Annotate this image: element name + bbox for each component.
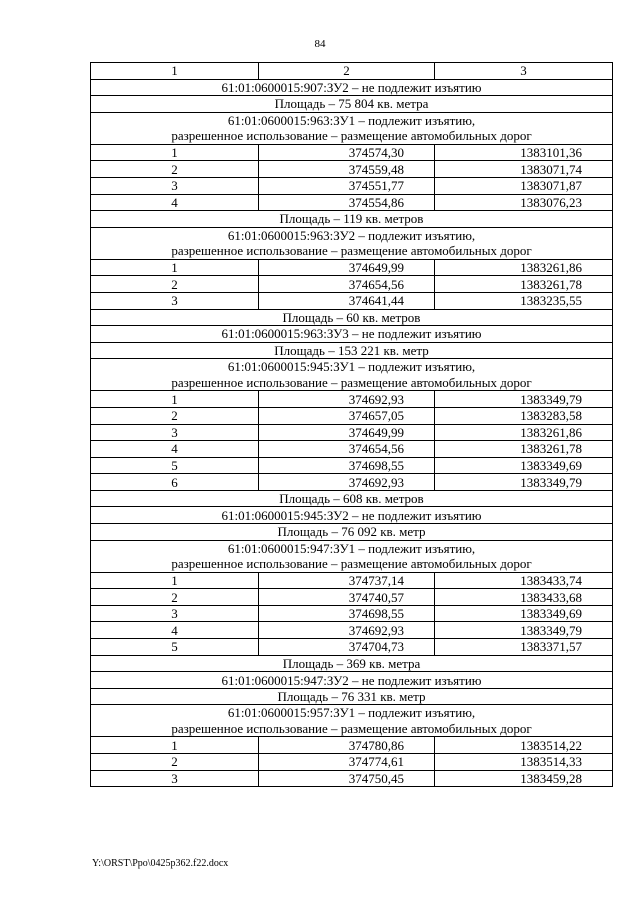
section-cell	[91, 211, 613, 228]
section-cell	[91, 79, 613, 96]
section-cell	[91, 705, 613, 737]
y-coordinate-cell: 1383261,78	[435, 441, 613, 458]
table-body	[91, 79, 613, 787]
section-text-line: 61:01:0600015:945:ЗУ1 – подлежит изъятию,	[227, 359, 476, 375]
section-text-line: 61:01:0600015:945:ЗУ2 – не подлежит изъятию	[221, 507, 482, 523]
section-text-line: Площадь – 369 кв. метра	[282, 655, 421, 671]
x-coordinate-cell: 374774,61	[259, 754, 435, 771]
section-cell	[91, 342, 613, 359]
header-row	[91, 63, 613, 80]
section-row	[91, 672, 613, 689]
point-row	[91, 194, 613, 211]
y-coordinate-cell: 1383235,55	[435, 292, 613, 309]
section-cell	[91, 507, 613, 524]
point-number-cell: 4	[91, 622, 259, 639]
point-number-cell: 2	[91, 161, 259, 178]
y-coordinate-cell: 1383071,74	[435, 161, 613, 178]
y-coordinate-cell: 1383076,23	[435, 194, 613, 211]
section-row	[91, 79, 613, 96]
y-coordinate-cell: 1383349,79	[435, 622, 613, 639]
section-text-line: Площадь – 60 кв. метров	[282, 309, 421, 325]
section-text-line: разрешенное использование – размещение автомобильных дорог	[171, 556, 532, 572]
y-coordinate-cell: 1383349,69	[435, 457, 613, 474]
section-text-line: 61:01:0600015:957:ЗУ1 – подлежит изъятию,	[227, 705, 476, 721]
header-cell-x: 2	[259, 63, 435, 80]
x-coordinate-cell: 374641,44	[259, 292, 435, 309]
y-coordinate-cell: 1383349,79	[435, 391, 613, 408]
section-cell	[91, 227, 613, 259]
x-coordinate-cell: 374559,48	[259, 161, 435, 178]
point-number-cell: 2	[91, 754, 259, 771]
section-text-line: Площадь – 75 804 кв. метра	[274, 96, 429, 112]
section-text-line: разрешенное использование – размещение автомобильных дорог	[171, 374, 532, 390]
x-coordinate-cell: 374750,45	[259, 770, 435, 787]
section-text-line: Площадь – 153 221 кв. метр	[274, 343, 429, 359]
point-row	[91, 572, 613, 589]
section-cell	[91, 359, 613, 391]
section-text-line: Площадь – 119 кв. метров	[279, 211, 424, 227]
section-cell	[91, 326, 613, 343]
x-coordinate-cell: 374654,56	[259, 276, 435, 293]
point-row	[91, 589, 613, 606]
point-row	[91, 605, 613, 622]
x-coordinate-cell: 374649,99	[259, 424, 435, 441]
section-cell	[91, 524, 613, 541]
coordinates-table	[90, 62, 613, 787]
x-coordinate-cell: 374657,05	[259, 407, 435, 424]
x-coordinate-cell: 374692,93	[259, 622, 435, 639]
point-number-cell: 6	[91, 474, 259, 491]
point-row	[91, 161, 613, 178]
point-row	[91, 259, 613, 276]
section-cell	[91, 96, 613, 113]
section-cell	[91, 112, 613, 144]
section-row	[91, 96, 613, 113]
y-coordinate-cell: 1383261,86	[435, 424, 613, 441]
point-row	[91, 407, 613, 424]
x-coordinate-cell: 374740,57	[259, 589, 435, 606]
section-row	[91, 342, 613, 359]
y-coordinate-cell: 1383071,87	[435, 177, 613, 194]
section-cell	[91, 309, 613, 326]
section-text-line: 61:01:0600015:947:ЗУ2 – не подлежит изъятию	[221, 672, 482, 688]
point-row	[91, 177, 613, 194]
x-coordinate-cell: 374554,86	[259, 194, 435, 211]
section-row	[91, 326, 613, 343]
y-coordinate-cell: 1383371,57	[435, 639, 613, 656]
point-number-cell: 5	[91, 457, 259, 474]
section-cell	[91, 490, 613, 507]
section-text-line: разрешенное использование – размещение автомобильных дорог	[171, 720, 532, 736]
section-row	[91, 705, 613, 737]
x-coordinate-cell: 374692,93	[259, 474, 435, 491]
x-coordinate-cell: 374649,99	[259, 259, 435, 276]
section-row	[91, 688, 613, 705]
section-row	[91, 211, 613, 228]
x-coordinate-cell: 374551,77	[259, 177, 435, 194]
y-coordinate-cell: 1383261,78	[435, 276, 613, 293]
x-coordinate-cell: 374698,55	[259, 605, 435, 622]
x-coordinate-cell: 374574,30	[259, 144, 435, 161]
section-row	[91, 112, 613, 144]
point-row	[91, 754, 613, 771]
point-row	[91, 144, 613, 161]
point-number-cell: 4	[91, 441, 259, 458]
y-coordinate-cell: 1383349,69	[435, 605, 613, 622]
footer-file-path: Y:\ORST\Ppo\0425p362.f22.docx	[92, 858, 229, 869]
section-text-line: Площадь – 76 331 кв. метр	[277, 689, 426, 705]
section-text-line: 61:01:0600015:963:ЗУ2 – подлежит изъятию,	[227, 227, 476, 243]
x-coordinate-cell: 374698,55	[259, 457, 435, 474]
x-coordinate-cell: 374654,56	[259, 441, 435, 458]
point-number-cell: 3	[91, 177, 259, 194]
point-number-cell: 1	[91, 144, 259, 161]
x-coordinate-cell: 374780,86	[259, 737, 435, 754]
section-row	[91, 524, 613, 541]
section-row	[91, 359, 613, 391]
point-number-cell: 2	[91, 407, 259, 424]
section-row	[91, 309, 613, 326]
point-number-cell: 4	[91, 194, 259, 211]
section-cell	[91, 688, 613, 705]
point-row	[91, 424, 613, 441]
point-row	[91, 737, 613, 754]
y-coordinate-cell: 1383349,79	[435, 474, 613, 491]
header-cell-point-number: 1	[91, 63, 259, 80]
point-number-cell: 2	[91, 276, 259, 293]
point-row	[91, 457, 613, 474]
point-number-cell: 1	[91, 572, 259, 589]
x-coordinate-cell: 374692,93	[259, 391, 435, 408]
section-cell	[91, 672, 613, 689]
section-row	[91, 540, 613, 572]
point-number-cell: 3	[91, 770, 259, 787]
section-text-line: Площадь – 608 кв. метров	[279, 491, 424, 507]
point-row	[91, 474, 613, 491]
y-coordinate-cell: 1383514,33	[435, 754, 613, 771]
section-text-line: 61:01:0600015:947:ЗУ1 – подлежит изъятию,	[227, 540, 476, 556]
section-text-line: разрешенное использование – размещение автомобильных дорог	[171, 243, 532, 259]
point-row	[91, 276, 613, 293]
section-row	[91, 227, 613, 259]
point-number-cell: 2	[91, 589, 259, 606]
section-text-line: 61:01:0600015:963:ЗУ3 – не подлежит изъятию	[221, 326, 482, 342]
section-row	[91, 490, 613, 507]
section-cell	[91, 540, 613, 572]
point-number-cell: 1	[91, 391, 259, 408]
page-number: 84	[314, 38, 326, 50]
section-text-line: разрешенное использование – размещение автомобильных дорог	[171, 128, 532, 144]
y-coordinate-cell: 1383283,58	[435, 407, 613, 424]
header-cell-y: 3	[435, 63, 613, 80]
point-row	[91, 391, 613, 408]
point-number-cell: 3	[91, 292, 259, 309]
point-number-cell: 1	[91, 737, 259, 754]
section-text-line: 61:01:0600015:963:ЗУ1 – подлежит изъятию,	[227, 112, 476, 128]
point-row	[91, 639, 613, 656]
point-row	[91, 441, 613, 458]
y-coordinate-cell: 1383433,74	[435, 572, 613, 589]
y-coordinate-cell: 1383101,36	[435, 144, 613, 161]
y-coordinate-cell: 1383459,28	[435, 770, 613, 787]
section-text-line: 61:01:0600015:907:ЗУ2 – не подлежит изъятию	[221, 79, 482, 95]
y-coordinate-cell: 1383261,86	[435, 259, 613, 276]
section-text-line: Площадь – 76 092 кв. метр	[277, 524, 426, 540]
x-coordinate-cell: 374704,73	[259, 639, 435, 656]
point-number-cell: 3	[91, 424, 259, 441]
y-coordinate-cell: 1383433,68	[435, 589, 613, 606]
point-number-cell: 1	[91, 259, 259, 276]
section-cell	[91, 655, 613, 672]
section-row	[91, 507, 613, 524]
point-number-cell: 3	[91, 605, 259, 622]
x-coordinate-cell: 374737,14	[259, 572, 435, 589]
point-row	[91, 622, 613, 639]
point-row	[91, 770, 613, 787]
point-row	[91, 292, 613, 309]
y-coordinate-cell: 1383514,22	[435, 737, 613, 754]
section-row	[91, 655, 613, 672]
point-number-cell: 5	[91, 639, 259, 656]
